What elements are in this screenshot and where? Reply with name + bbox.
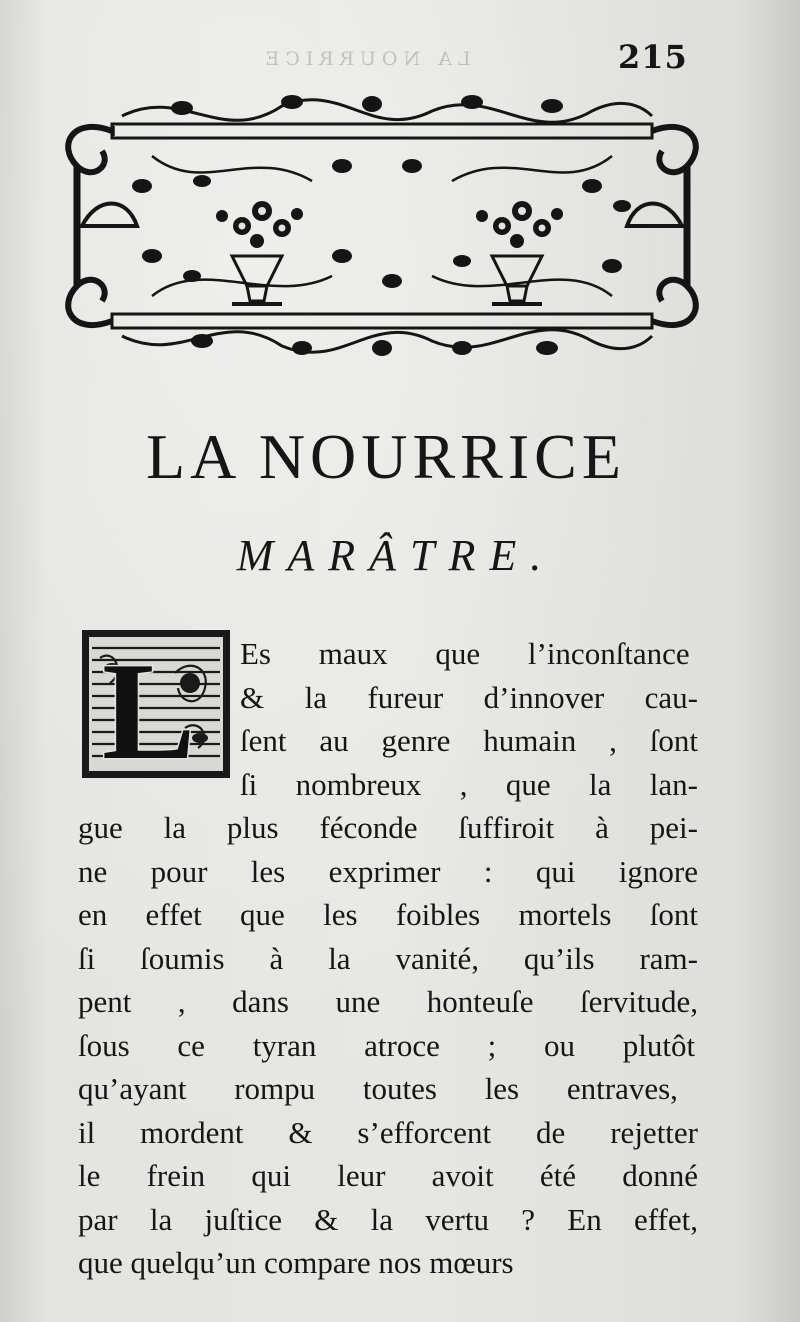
- body-text: [78, 632, 698, 1285]
- title-subtitle: MARÂTRE.: [236, 531, 556, 580]
- text-line: le frein qui leur avoit été donné: [78, 1158, 698, 1193]
- text-line: pent , dans une honteuſe ſervitude,: [78, 984, 698, 1019]
- text-line: & la fureur d’innover cau-: [240, 679, 698, 715]
- text-line: ne pour les exprimer : qui ignore: [78, 853, 698, 889]
- headpiece-ornament: [52, 86, 712, 372]
- text-line: gue la plus féconde ſuffiroit à pei-: [78, 810, 698, 845]
- text-line: il mordent & s’efforcent de rejetter: [78, 1114, 698, 1150]
- text-line: en effet que les foibles mortels ſont: [78, 897, 698, 932]
- text-line: ſi ſoumis à la vanité, qu’ils ram-: [78, 940, 698, 976]
- text-line: ſi nombreux , que la lan-: [240, 766, 698, 802]
- text-line: ſous ce tyran atroce ; ou plutôt: [78, 1027, 696, 1063]
- show-through-header: LA NOURRICE: [259, 48, 471, 70]
- drop-cap-letter: L: [102, 634, 196, 780]
- text-line: ſent au genre humain , ſont: [240, 723, 698, 758]
- page-number: 215: [618, 38, 688, 76]
- text-line: Es maux que l’inconſtance: [240, 636, 690, 671]
- text-line: qu’ayant rompu toutes les entraves,: [78, 1071, 678, 1106]
- text-line: par la juſtice & la vertu ? En effet,: [78, 1201, 698, 1237]
- text-line: que quelqu’un compare nos mœurs: [78, 1245, 514, 1280]
- title-main: LA NOURRICE: [146, 421, 626, 492]
